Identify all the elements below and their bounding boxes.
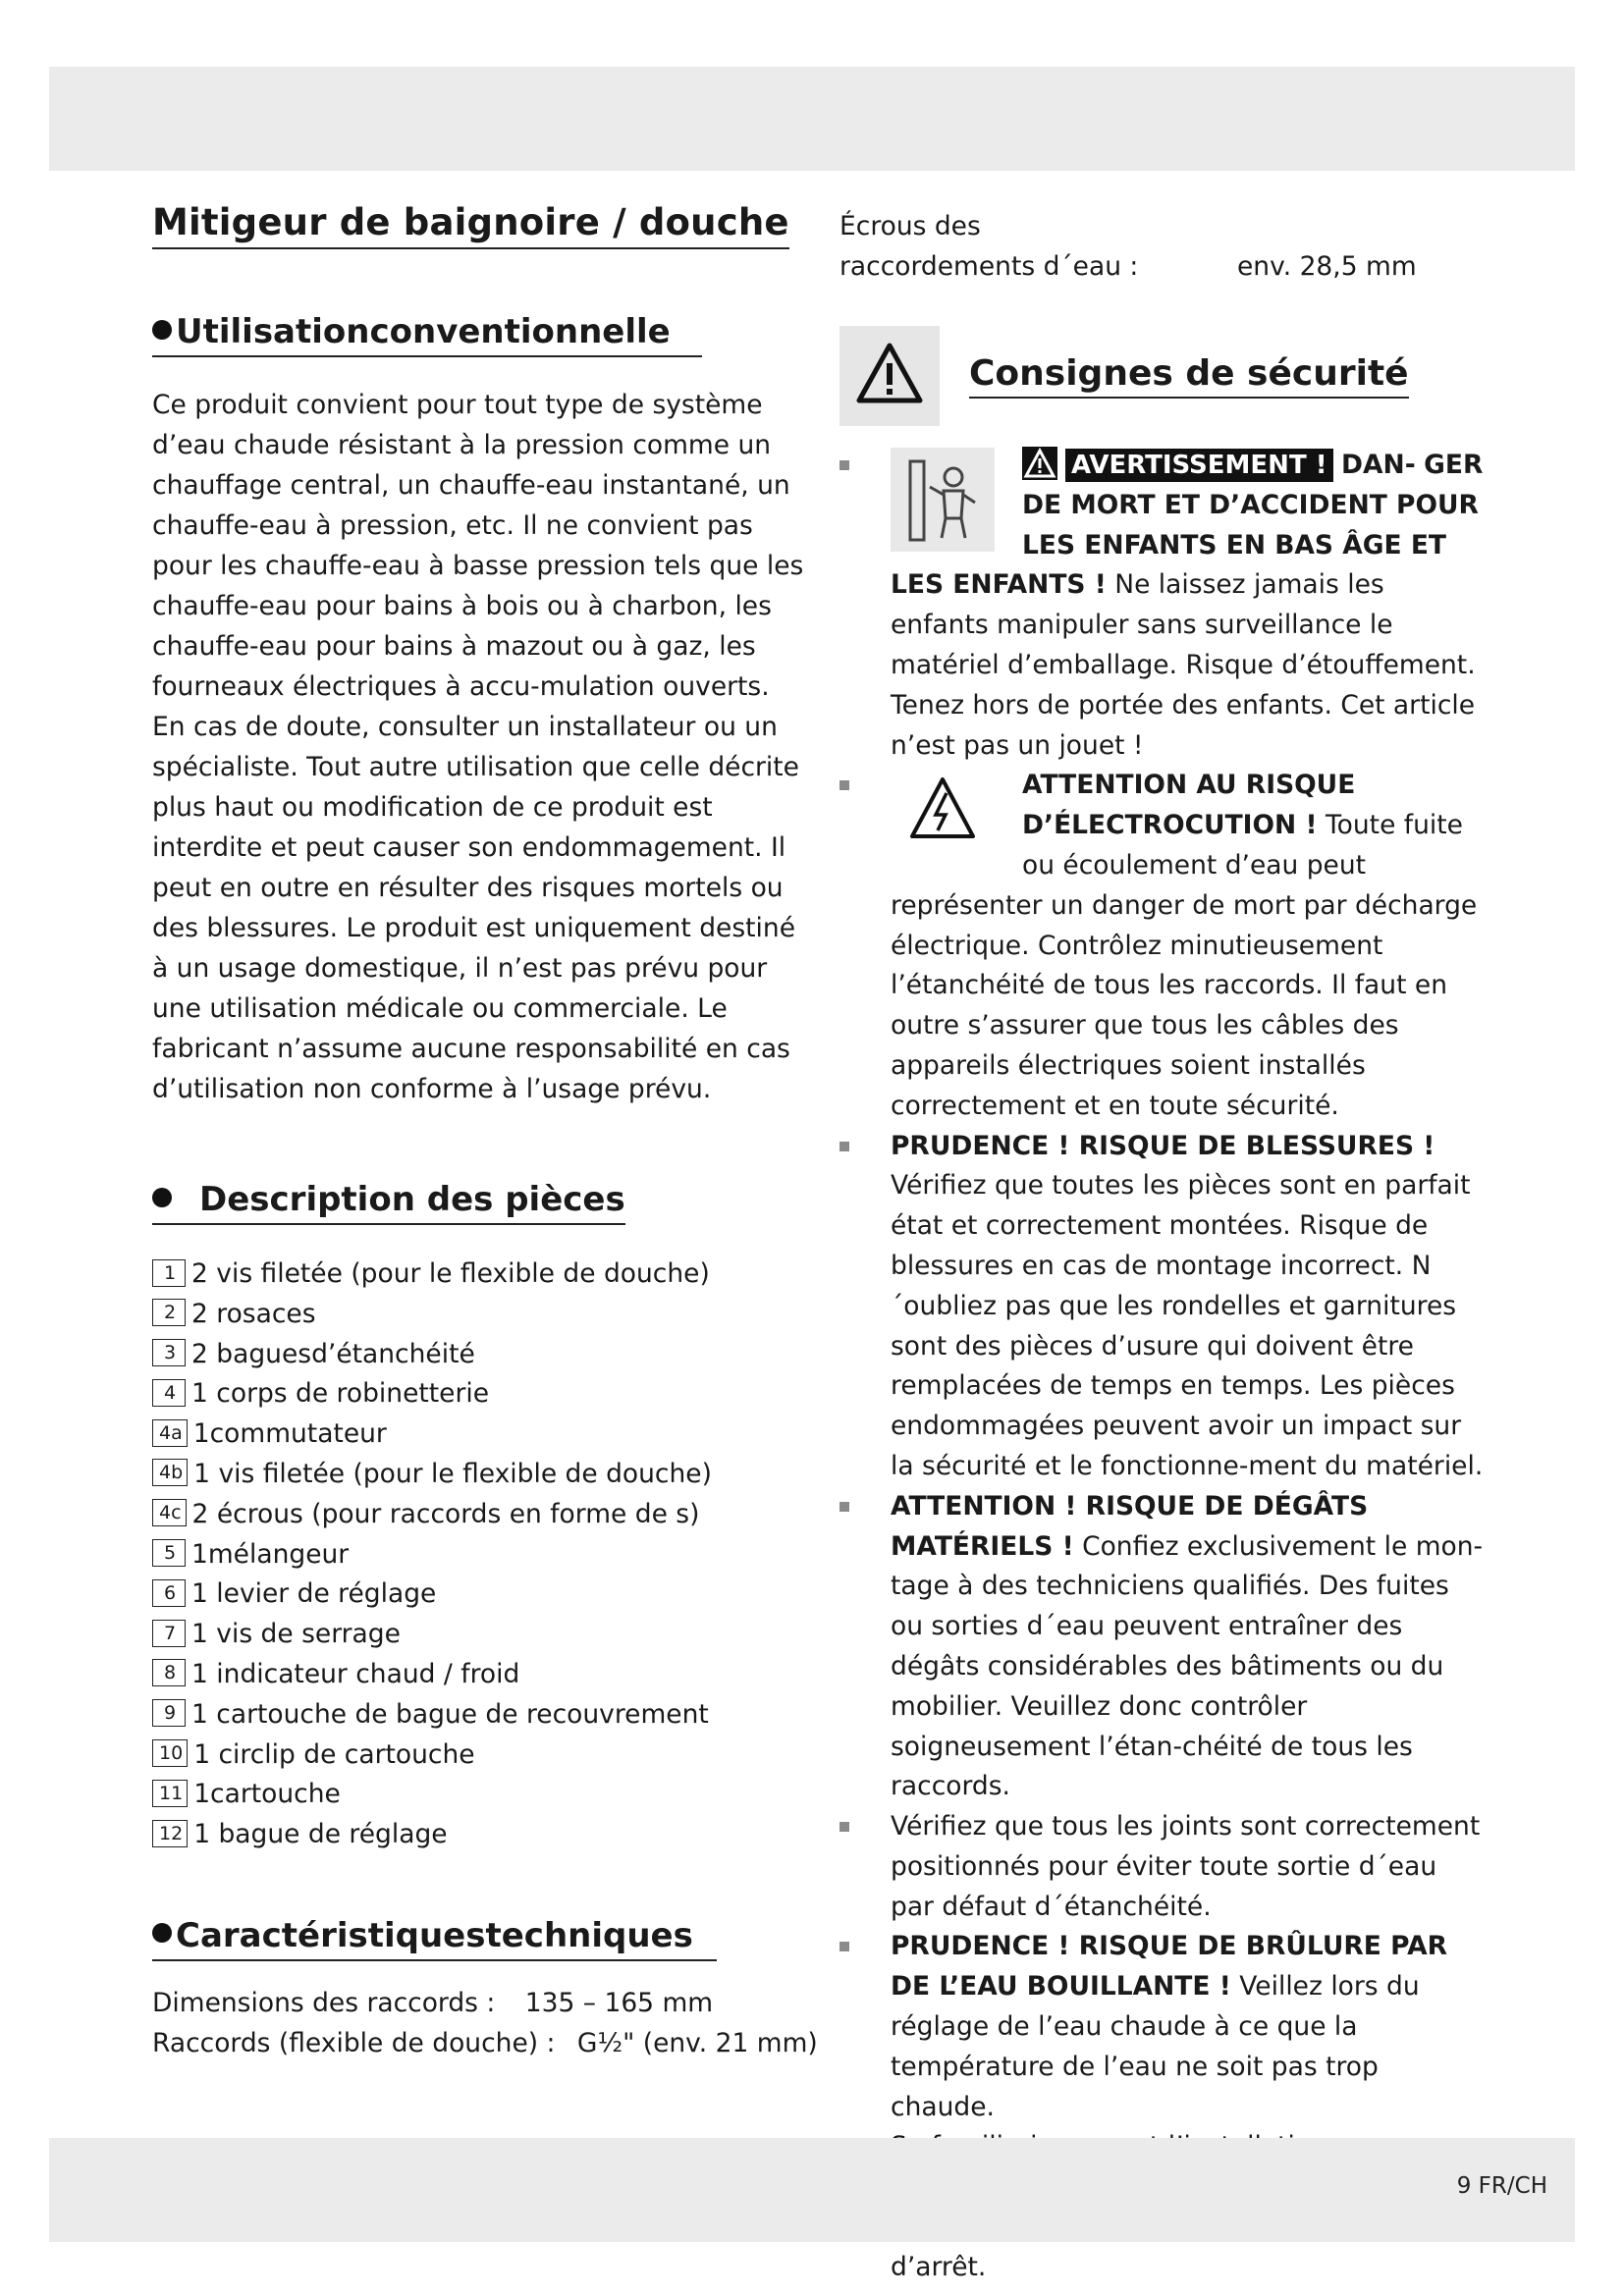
part-text: 2 écrous (pour raccords en forme de s) [191,1498,700,1529]
part-item [152,1655,810,1695]
tech-rows [152,1983,818,2063]
part-text: 1commutateur [192,1418,387,1450]
nuts-value: env. 28,5 mm [1237,251,1417,282]
part-text: 1 corps de robinetterie [191,1378,490,1410]
part-number-box: 4 [152,1379,186,1407]
item1-bold-b: GER DE MORT ET D’ACCIDENT POUR LES ENFANTS EN BAS ÂGE ET LES ENFANTS ! [891,450,1484,601]
warning-badge-icon [1022,447,1057,480]
square-bullet-icon [839,780,849,790]
bullet-icon [152,320,172,340]
tech-label: Raccords (flexible de douche) : [152,2027,556,2058]
part-number-box: 9 [152,1699,186,1727]
part-item [152,1374,810,1415]
part-item [152,1815,810,1855]
square-bullet-icon [839,1822,849,1832]
item1-bold-a: DAN- [1341,450,1416,480]
nuts-label-line1: Écrous des [839,211,981,241]
item6-text: Veillez lors du réglage de l’eau chaude à ce que la température de l’eau ne soit pas trop chaude. [891,1971,1420,2122]
parts-section [152,1180,810,1855]
item5-text: Vérifiez que tous les joints sont correctement positionnés pour éviter toute sortie d´eau par défaut d´étanchéité. [891,1811,1481,1922]
part-number-box: 12 [152,1820,188,1847]
part-text: 1cartouche [193,1779,341,1810]
tech-value: G½" (env. 21 mm) [576,2027,818,2058]
nuts-line2 [839,246,1488,287]
item4-text: Confiez exclusivement le mon-tage à des techniciens qualifiés. Des fuites ou sorties d´eau peuvent entraîner des dégâts considérables des bâtiments ou du mobilier. Veuillez donc contrôler soigneusement l’étan-chéité de tous les raccords. [891,1530,1484,1802]
safety-item [839,1487,1488,1807]
square-bullet-icon [839,1942,849,1951]
part-item [152,1295,810,1335]
safety-header [839,326,1488,434]
part-text: 2 rosaces [191,1298,316,1329]
usage-heading [152,312,702,357]
safety-item [839,1127,1488,1487]
item4-bold: ATTENTION ! RISQUE DE DÉGÂTS MATÉRIELS ! [891,1490,1369,1562]
part-number-box: 4b [152,1459,188,1486]
part-item [152,1615,810,1655]
safety-item [839,1807,1488,1927]
part-item [152,1575,810,1615]
part-item [152,1535,810,1575]
part-text: 1mélangeur [191,1538,350,1570]
safety-item [839,766,1488,1126]
square-bullet-icon [839,1502,849,1512]
part-text: 1 bague de réglage [193,1819,448,1850]
usage-heading-text: Utilisationconventionnelle [176,312,671,351]
part-number-box: 4c [152,1499,187,1526]
item2-text: Toute fuite ou écoulement d’eau peut représenter un danger de mort par décharge électrique. Contrôlez minutieusement l’étanchéité de tous les raccords. Il faut en outre s’assurer que tous les câbles des appareils électriques soient installés correctement et en toute sécurité. [891,810,1478,1121]
part-number-box: 10 [152,1739,188,1767]
part-text: 2 vis filetée (pour le flexible de douche) [191,1258,710,1289]
part-number-box: 8 [152,1659,186,1686]
part-number-box: 2 [152,1299,186,1326]
part-number-box: 3 [152,1339,186,1366]
part-item [152,1255,810,1295]
bullet-icon [152,1923,172,1943]
part-text: 1 circlip de cartouche [193,1738,475,1770]
page-number: 9 FR/CH [1456,2173,1547,2199]
part-item [152,1455,810,1495]
part-number-box: 5 [152,1539,186,1567]
tech-row [152,1983,810,2023]
part-number-box: 6 [152,1579,186,1607]
part-item [152,1735,810,1776]
parts-heading [152,1180,625,1225]
electric-hazard-icon [891,766,995,860]
part-item [152,1695,810,1735]
part-item [152,1335,810,1375]
tech-heading-text: Caractéristiquestechniques [176,1915,693,1955]
part-number-box: 4a [152,1419,188,1447]
child-hazard-icon [891,448,995,552]
left-column [152,201,818,2063]
tech-section [152,1915,818,2063]
safety-heading: Consignes de sécurité [969,353,1409,399]
item7-text: d’arrêt. [891,2251,987,2282]
warning-triangle-icon [839,326,940,426]
item3-bold: PRUDENCE ! RISQUE DE BLESSURES ! [891,1130,1435,1161]
footer-band [49,2138,1575,2242]
warning-badge: AVERTISSEMENT ! [1065,449,1333,482]
parts-heading-text: Description des pièces [199,1180,625,1219]
tech-heading [152,1916,717,1961]
tech-label: Dimensions des raccords : [152,1987,496,2018]
page-title: Mitigeur de baignoire / douche [152,201,789,249]
part-text: 1 indicateur chaud / froid [191,1658,520,1689]
part-number-box: 7 [152,1620,186,1647]
square-bullet-icon [839,460,849,470]
part-text: 2 baguesd’étanchéité [191,1338,475,1369]
part-text: 1 vis de serrage [191,1619,401,1650]
square-bullet-icon [839,1142,849,1151]
safety-list [839,446,1488,2288]
item6-bold: PRUDENCE ! RISQUE DE BRÛLURE PAR DE L’EAU BOUILLANTE ! [891,1931,1447,2002]
part-number-box: 11 [152,1780,188,1807]
safety-item [839,1927,1488,2127]
part-text: 1 cartouche de bague de recouvrement [191,1698,709,1730]
tech-value: 135 – 165 mm [524,1987,714,2018]
item2-bold: ATTENTION AU RISQUE D’ÉLECTROCUTION ! [1022,770,1356,841]
part-number-box: 1 [152,1259,186,1287]
part-item [152,1775,810,1815]
usage-text: Ce produit convient pour tout type de système d’eau chaude résistant à la pression comme un chauffage central, un chauffe-eau instantané, un chauffe-eau à pression, etc. Il ne convient pas pour les chauffe-eau à basse pression tels que les chauffe-eau pour bains à bois ou à charbon, les chauffe-eau pour bains à mazout ou à gaz, les fourneaux électriques à accu-mulation ouverts. En cas de doute, consulter un installateur ou un spécialiste. Tout autre utilisation que celle décrite plus haut ou modification de ce produit est interdite et peut causer son endommagement. Il peut en outre en résulter des risques mortels ou des blessures. Le produit est uniquement destiné à un usage domestique, il n’est pas prévu pour une utilisation médicale ou commerciale. Le fabricant n’assume aucune responsabilité en cas d’utilisation non conforme à l’usage prévu. [152,390,804,1104]
header-band [49,67,1575,171]
bullet-icon [152,1188,172,1207]
item1-text: Ne laissez jamais les enfants manipuler sans surveillance le matériel d’emballage. Risque d’étouffement. Tenez hors de portée des enfants. Cet article n’est pas un jouet ! [891,569,1476,761]
part-text: 1 vis filetée (pour le flexible de douche) [193,1458,712,1489]
safety-item [839,446,1488,766]
nuts-label-line2: raccordements d´eau : [839,251,1139,282]
part-item [152,1415,810,1455]
part-item [152,1495,810,1535]
right-column [839,206,1488,2288]
parts-list [152,1255,810,1855]
usage-section [152,312,810,1109]
tech-row [152,2023,818,2063]
part-text: 1 levier de réglage [191,1578,437,1610]
item3-text: Vérifiez que toutes les pièces sont en parfait état et correctement montées. Risque de blessures en cas de montage incorrect. N´oubliez pas que les rondelles et garnitures sont des pièces d’usure qui doivent être remplacées de temps en temps. Les pièces endommagées peuvent avoir un impact sur la sécurité et le fonctionne-ment du matériel. [891,1170,1484,1481]
